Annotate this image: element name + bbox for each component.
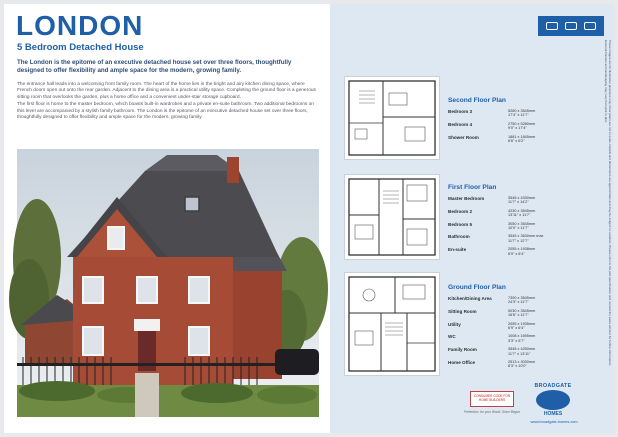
room-name: Utility bbox=[448, 321, 461, 327]
room-dimensions: 2055 x 1938mm 6'9" x 6'4" bbox=[508, 247, 536, 256]
room-name: En-suite bbox=[448, 247, 467, 253]
room-name: Master Bedroom bbox=[448, 196, 485, 201]
key-icons-bar bbox=[538, 16, 604, 36]
room-name: Bedroom 2 bbox=[448, 208, 472, 214]
description-page bbox=[4, 4, 330, 433]
room-name: Bathroom bbox=[448, 234, 470, 240]
room-dimensions: 7390 x 3545mm 24'3" x 11'7" bbox=[508, 296, 536, 305]
room-dimensions: 4230 x 3545mm 13'11" x 11'7" bbox=[508, 208, 536, 218]
room-dimensions: 1881 x 1845mm 6'6" x 6'2" bbox=[508, 134, 536, 144]
consumer-code-logo: CONSUMER CODE FOR HOME BUILDERS bbox=[470, 391, 514, 407]
first-floor-schedule bbox=[448, 184, 558, 260]
room-name: Shower Room bbox=[448, 134, 479, 140]
bath-icon bbox=[546, 22, 558, 30]
room-row bbox=[448, 135, 558, 144]
second-floor-plan-drawing bbox=[344, 76, 440, 160]
room-dimensions: 3545 x 4330mm 11'7" x 14'2" bbox=[508, 196, 536, 205]
bed-icon bbox=[584, 22, 596, 30]
description-text bbox=[17, 82, 317, 122]
room-dimensions: 3545 x 3630mm max 11'7" x 12'7" bbox=[508, 234, 544, 243]
description-paragraph-2: The first floor is home to the master bedroom, which boasts built-in wardrobes and a private en-suite bathroom. Two additional bedrooms on this level are accompanied by a stylish family bathroom. The London is the epitome of an executive detached house set over three floors, thoughtfully designed to offer flexibility and ample space for the modern, growing family. bbox=[17, 102, 314, 121]
room-row bbox=[448, 347, 558, 356]
room-row bbox=[448, 360, 558, 369]
room-row bbox=[448, 334, 558, 343]
broadgate-homes-logo bbox=[523, 383, 583, 421]
house-image bbox=[17, 149, 319, 417]
room-row bbox=[448, 309, 558, 318]
brochure-sheet bbox=[4, 4, 614, 433]
room-row bbox=[448, 247, 558, 256]
room-dimensions: 5280 x 3545mm 17'4" x 11'7" bbox=[508, 109, 536, 118]
room-row bbox=[448, 196, 558, 205]
brand-name-top: BROADGATE bbox=[534, 383, 572, 389]
ground-floor-schedule bbox=[448, 284, 558, 373]
room-name: Bedroom 3 bbox=[448, 109, 472, 114]
floor-plan-title: Ground Floor Plan bbox=[448, 284, 506, 291]
room-name: Family Room bbox=[448, 347, 477, 353]
first-floor-plan-drawing bbox=[344, 174, 440, 260]
sofa-icon bbox=[565, 22, 577, 30]
brand-name-bottom: HOMES bbox=[543, 411, 563, 417]
room-row bbox=[448, 209, 558, 218]
website-link[interactable]: www.broadgate-homes.com bbox=[530, 420, 578, 424]
floor-plan-title: Second Floor Plan bbox=[448, 97, 506, 104]
house-badge-icon bbox=[536, 390, 570, 410]
room-dimensions: 3545 x 4250mm 11'7" x 13'11" bbox=[508, 347, 536, 356]
room-name: Kitchen/Dining Area bbox=[448, 296, 492, 301]
room-name: Sitting Room bbox=[448, 308, 477, 314]
room-dimensions: 1008 x 1695mm 3'3" x 5'7" bbox=[508, 334, 536, 343]
ground-floor-plan-drawing bbox=[344, 272, 440, 376]
room-row bbox=[448, 122, 558, 131]
tagline-text: Perfection, for your World, Since Begun bbox=[464, 410, 520, 414]
disclaimer-text: These images are for illustrative purposes only. Floor plans are not to scale. Details and dimensions are approximate and may be subject to variation. Please refer to the plot specification and consult the sales advisor for further information. External finishes and landscaping may vary from plot to plot. bbox=[604, 40, 612, 367]
floorplans-page bbox=[330, 4, 614, 433]
room-dimensions: 2513 x 3030mm 8'3" x 10'0" bbox=[508, 360, 536, 369]
room-dimensions: 2750 x 5280mm 9'0" x 17'4" bbox=[508, 121, 536, 131]
lead-paragraph: The London is the epitome of an executive detached house set over three floors, thoughtfully designed to offer flexibility and ample space for the modern, growing family. bbox=[17, 59, 292, 74]
floor-plan-title: First Floor Plan bbox=[448, 184, 497, 191]
room-name: Bedroom 4 bbox=[448, 121, 472, 127]
house-title: LONDON bbox=[16, 10, 144, 41]
room-dimensions: 3050 x 3545mm 10'0" x 11'7" bbox=[508, 221, 536, 231]
room-name: Home Office bbox=[448, 360, 476, 366]
room-name: WC bbox=[448, 334, 456, 340]
room-row bbox=[448, 234, 558, 243]
room-name: Bedroom 5 bbox=[448, 221, 472, 227]
second-floor-schedule bbox=[448, 97, 558, 147]
room-dimensions: 2055 x 1935mm 6'9" x 6'4" bbox=[508, 321, 536, 331]
house-subtitle: 5 Bedroom Detached House bbox=[17, 42, 144, 53]
room-dimensions: 5030 x 3545mm 16'6" x 11'7" bbox=[508, 308, 536, 318]
disclaimer-panel bbox=[589, 40, 611, 370]
room-row bbox=[448, 109, 558, 118]
room-row bbox=[448, 222, 558, 231]
room-row bbox=[448, 296, 558, 305]
description-paragraph-1: The entrance hall leads into a welcoming front family room. The heart of the home lies in the bright and airy kitchen dining space, where French doors open out onto the rear garden. Adjacent to the dining area is a practical utility space. Completing the ground floor is a generous sitting room that overlooks the garden, plus a home office and a convenient under-stair storage cupboard. bbox=[17, 82, 316, 100]
room-row bbox=[448, 322, 558, 331]
